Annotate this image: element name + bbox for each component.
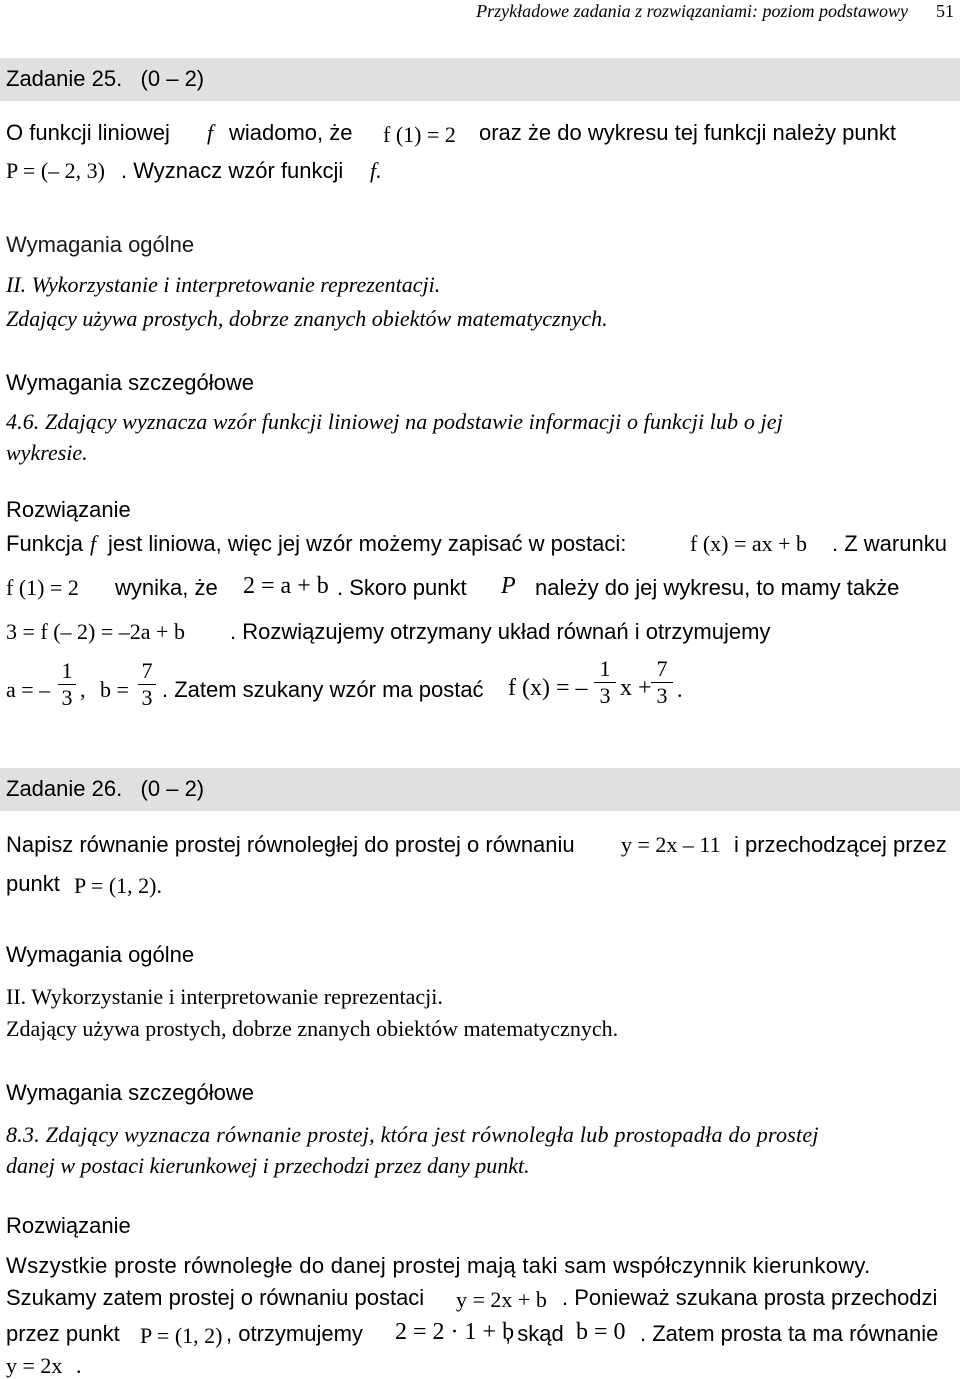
section-heading: Rozwiązanie (6, 1213, 131, 1238)
task-25-points: (0 – 2) (140, 66, 205, 91)
fraction-intercept: 7 3 (651, 656, 673, 709)
running-title: Przykładowe zadania z rozwiązaniami: poziom podstawowy (476, 1, 908, 21)
section-heading: Wymagania ogólne (6, 942, 195, 967)
math-given-line: y = 2x – 11 (621, 832, 721, 857)
math-f1-eq-2: f (1) = 2 (383, 122, 456, 147)
page-header (0, 0, 960, 27)
task-26-heading-band (0, 768, 960, 811)
math-point-P: P = (– 2, 3) (6, 158, 105, 183)
fraction-b: 7 3 (138, 658, 156, 711)
section-heading: Wymagania szczegółowe (6, 370, 255, 395)
page-number: 51 (936, 1, 954, 21)
fraction-slope: 1 3 (594, 656, 616, 709)
math-linear-form: f (x) = ax + b (690, 531, 808, 556)
section-heading: Rozwiązanie (6, 497, 131, 522)
task-25-heading: Zadanie 25. (0 – 2) (6, 66, 205, 91)
task-25-heading-band (0, 58, 960, 101)
task-26-points: (0 – 2) (140, 776, 205, 801)
fraction-a: 1 3 (58, 658, 76, 711)
section-heading: Wymagania szczegółowe (6, 1080, 255, 1105)
task-26-heading: Zadanie 26. (0 – 2) (6, 776, 205, 801)
section-heading: Wymagania ogólne (6, 232, 195, 257)
